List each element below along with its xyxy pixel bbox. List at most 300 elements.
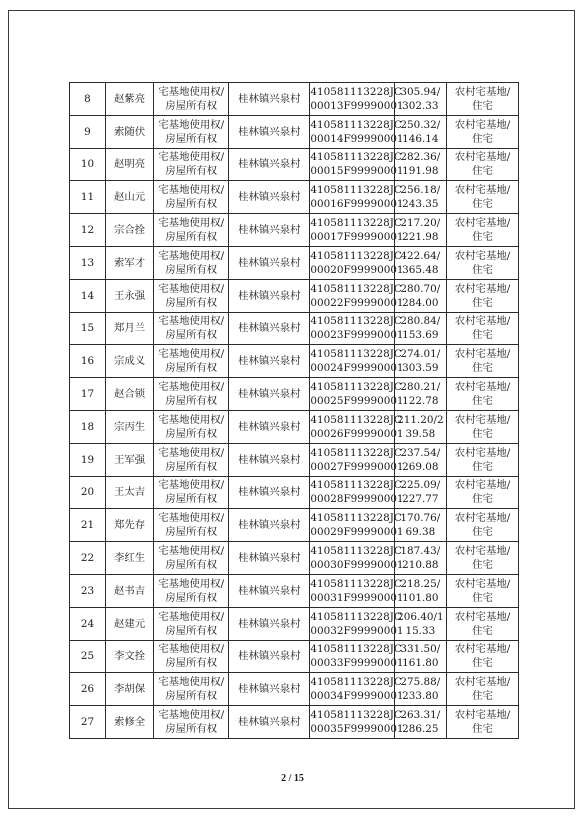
- right-type-cell: [154, 607, 229, 640]
- location-cell: 桂林镇兴泉村: [229, 443, 310, 476]
- right-type-cell-line: 房屋所有权: [165, 657, 218, 670]
- land-use-cell: [447, 640, 519, 673]
- location-cell: 桂林镇兴泉村: [229, 476, 310, 509]
- right-type-cell-line: 房屋所有权: [165, 362, 218, 375]
- area-cell: [394, 312, 446, 345]
- land-use-cell-line: 住宅: [472, 723, 493, 736]
- area-cell-line: 280.84/: [400, 315, 441, 328]
- area-cell: [394, 181, 446, 214]
- location-cell: 桂林镇兴泉村: [229, 574, 310, 607]
- unit-code-cell-line: 410581113228JC: [310, 577, 402, 590]
- right-type-cell-line: 房屋所有权: [165, 690, 218, 703]
- right-type-cell: [154, 410, 229, 443]
- right-type-cell: [154, 115, 229, 148]
- right-type-cell-line: 宅基地使用权/: [158, 348, 225, 361]
- row-number-cell: 16: [70, 345, 106, 378]
- land-use-cell-line: 农村宅基地/: [454, 643, 511, 656]
- right-type-cell-line: 宅基地使用权/: [158, 282, 225, 295]
- area-cell-line: 263.31/: [400, 709, 441, 722]
- right-type-cell: [154, 509, 229, 542]
- area-cell: [394, 542, 446, 575]
- unit-code-cell-line: 410581113228JC: [310, 348, 402, 361]
- right-type-cell-line: 宅基地使用权/: [158, 676, 225, 689]
- area-cell-line: 153.69: [402, 329, 439, 342]
- area-cell-line: 206.40/1: [397, 610, 444, 623]
- right-type-cell-line: 房屋所有权: [165, 559, 218, 572]
- unit-code-cell-line: 410581113228JC: [310, 184, 402, 197]
- area-cell-line: 284.00: [402, 296, 439, 309]
- area-cell: [394, 706, 446, 739]
- unit-code-cell-line: 410581113228JC: [310, 85, 402, 98]
- area-cell-line: 243.35: [402, 198, 439, 211]
- area-cell-line: 280.70/: [400, 282, 441, 295]
- area-cell: [394, 476, 446, 509]
- right-type-cell-line: 房屋所有权: [165, 296, 218, 309]
- row-number-cell: 20: [70, 476, 106, 509]
- unit-code-cell: [310, 673, 404, 706]
- table-row: [70, 509, 519, 542]
- owner-name-cell: 赵山元: [105, 181, 153, 214]
- area-cell-line: 305.94/: [400, 85, 441, 98]
- location-cell: 桂林镇兴泉村: [229, 673, 310, 706]
- unit-code-cell-line: 00034F99990001: [310, 690, 404, 703]
- unit-code-cell: [310, 115, 404, 148]
- table-row: [70, 246, 519, 279]
- right-type-cell-line: 宅基地使用权/: [158, 577, 225, 590]
- right-type-cell-line: 宅基地使用权/: [158, 118, 225, 131]
- unit-code-cell-line: 410581113228JC: [310, 446, 402, 459]
- unit-code-cell: [310, 279, 404, 312]
- land-use-cell-line: 农村宅基地/: [454, 118, 511, 131]
- unit-code-cell: [310, 476, 404, 509]
- right-type-cell-line: 宅基地使用权/: [158, 479, 225, 492]
- right-type-cell-line: 宅基地使用权/: [158, 249, 225, 262]
- land-use-cell-line: 住宅: [472, 132, 493, 145]
- land-use-cell-line: 农村宅基地/: [454, 184, 511, 197]
- land-use-cell-line: 农村宅基地/: [454, 381, 511, 394]
- table-row: [70, 443, 519, 476]
- unit-code-cell: [310, 214, 404, 247]
- area-cell: [394, 279, 446, 312]
- row-number-cell: 14: [70, 279, 106, 312]
- unit-code-cell-line: 00029F99990001: [310, 526, 404, 539]
- table-row: [70, 640, 519, 673]
- area-cell-line: 221.98: [402, 231, 439, 244]
- area-cell: [394, 83, 446, 116]
- right-type-cell-line: 房屋所有权: [165, 526, 218, 539]
- unit-code-cell-line: 00014F99990001: [310, 132, 404, 145]
- right-type-cell-line: 房屋所有权: [165, 493, 218, 506]
- land-use-cell-line: 住宅: [472, 493, 493, 506]
- land-use-cell-line: 住宅: [472, 263, 493, 276]
- area-cell-line: 269.08: [402, 460, 439, 473]
- land-use-cell-line: 农村宅基地/: [454, 151, 511, 164]
- unit-code-cell-line: 410581113228JC: [310, 512, 402, 525]
- area-cell-line: 233.80: [402, 690, 439, 703]
- area-cell: [394, 673, 446, 706]
- location-cell: 桂林镇兴泉村: [229, 410, 310, 443]
- unit-code-cell-line: 00015F99990001: [310, 165, 404, 178]
- area-cell-line: 191.98: [402, 165, 439, 178]
- owner-name-cell: 郑先存: [105, 509, 153, 542]
- land-use-cell: [447, 607, 519, 640]
- right-type-cell-line: 房屋所有权: [165, 723, 218, 736]
- land-use-cell: [447, 312, 519, 345]
- land-use-cell-line: 住宅: [472, 198, 493, 211]
- unit-code-cell: [310, 574, 404, 607]
- table-row: [70, 706, 519, 739]
- area-cell-line: 250.32/: [400, 118, 441, 131]
- area-cell-line: 187.43/: [400, 545, 441, 558]
- area-cell-line: 365.48: [402, 263, 439, 276]
- right-type-cell: [154, 181, 229, 214]
- land-use-cell-line: 农村宅基地/: [454, 282, 511, 295]
- right-type-cell: [154, 148, 229, 181]
- land-use-cell-line: 农村宅基地/: [454, 413, 511, 426]
- land-use-cell: [447, 673, 519, 706]
- land-use-cell: [447, 181, 519, 214]
- unit-code-cell-line: 410581113228JC: [310, 315, 402, 328]
- area-cell: [394, 640, 446, 673]
- row-number-cell: 21: [70, 509, 106, 542]
- land-use-cell: [447, 574, 519, 607]
- right-type-cell-line: 房屋所有权: [165, 624, 218, 637]
- land-use-cell-line: 农村宅基地/: [454, 315, 511, 328]
- land-use-cell: [447, 410, 519, 443]
- right-type-cell-line: 房屋所有权: [165, 427, 218, 440]
- right-type-cell-line: 宅基地使用权/: [158, 446, 225, 459]
- land-use-cell-line: 农村宅基地/: [454, 610, 511, 623]
- unit-code-cell-line: 00017F99990001: [310, 231, 404, 244]
- land-use-cell-line: 住宅: [472, 296, 493, 309]
- unit-code-cell-line: 410581113228JC: [310, 545, 402, 558]
- right-type-cell-line: 宅基地使用权/: [158, 184, 225, 197]
- unit-code-cell-line: 00032F99990001: [310, 624, 404, 637]
- row-number-cell: 22: [70, 542, 106, 575]
- table-row: [70, 542, 519, 575]
- unit-code-cell-line: 410581113228JC: [310, 381, 402, 394]
- land-use-cell: [447, 279, 519, 312]
- unit-code-cell-line: 410581113228JC: [310, 676, 402, 689]
- right-type-cell-line: 房屋所有权: [165, 263, 218, 276]
- area-cell-line: 237.54/: [400, 446, 441, 459]
- table-row: [70, 345, 519, 378]
- table-row: [70, 673, 519, 706]
- page-number: 2 / 15: [281, 773, 304, 784]
- land-use-cell-line: 住宅: [472, 165, 493, 178]
- right-type-cell: [154, 246, 229, 279]
- unit-code-cell-line: 410581113228JC: [310, 709, 402, 722]
- row-number-cell: 11: [70, 181, 106, 214]
- right-type-cell: [154, 83, 229, 116]
- right-type-cell-line: 宅基地使用权/: [158, 643, 225, 656]
- right-type-cell: [154, 312, 229, 345]
- right-type-cell: [154, 345, 229, 378]
- table-row: [70, 181, 519, 214]
- table-row: [70, 214, 519, 247]
- location-cell: 桂林镇兴泉村: [229, 378, 310, 411]
- unit-code-cell: [310, 148, 404, 181]
- land-use-cell-line: 农村宅基地/: [454, 348, 511, 361]
- right-type-cell-line: 宅基地使用权/: [158, 381, 225, 394]
- table-row: [70, 115, 519, 148]
- table-row: [70, 312, 519, 345]
- unit-code-cell-line: 00035F99990001: [310, 723, 404, 736]
- area-cell-line: 256.18/: [400, 184, 441, 197]
- owner-name-cell: 王永强: [105, 279, 153, 312]
- land-use-cell: [447, 148, 519, 181]
- land-use-cell-line: 农村宅基地/: [454, 676, 511, 689]
- unit-code-cell-line: 410581113228JC: [310, 151, 402, 164]
- area-cell-line: 170.76/: [400, 512, 441, 525]
- land-use-cell: [447, 509, 519, 542]
- location-cell: 桂林镇兴泉村: [229, 542, 310, 575]
- location-cell: 桂林镇兴泉村: [229, 83, 310, 116]
- unit-code-cell-line: 410581113228JC: [310, 249, 402, 262]
- location-cell: 桂林镇兴泉村: [229, 115, 310, 148]
- row-number-cell: 17: [70, 378, 106, 411]
- table-row: [70, 148, 519, 181]
- row-number-cell: 19: [70, 443, 106, 476]
- owner-name-cell: 索修全: [105, 706, 153, 739]
- right-type-cell-line: 宅基地使用权/: [158, 545, 225, 558]
- row-number-cell: 23: [70, 574, 106, 607]
- land-use-cell-line: 住宅: [472, 591, 493, 604]
- unit-code-cell: [310, 640, 404, 673]
- land-use-cell-line: 农村宅基地/: [454, 85, 511, 98]
- row-number-cell: 24: [70, 607, 106, 640]
- unit-code-cell-line: 00024F99990001: [310, 362, 404, 375]
- unit-code-cell-line: 00033F99990001: [310, 657, 404, 670]
- location-cell: 桂林镇兴泉村: [229, 706, 310, 739]
- row-number-cell: 15: [70, 312, 106, 345]
- land-use-cell: [447, 378, 519, 411]
- owner-name-cell: 索随伏: [105, 115, 153, 148]
- table-row: [70, 279, 519, 312]
- unit-code-cell-line: 00030F99990001: [310, 559, 404, 572]
- row-number-cell: 10: [70, 148, 106, 181]
- location-cell: 桂林镇兴泉村: [229, 312, 310, 345]
- area-cell: [394, 115, 446, 148]
- right-type-cell-line: 房屋所有权: [165, 165, 218, 178]
- unit-code-cell: [310, 83, 404, 116]
- unit-code-cell-line: 00027F99990001: [310, 460, 404, 473]
- right-type-cell: [154, 640, 229, 673]
- area-cell: [394, 148, 446, 181]
- owner-name-cell: 宗丙生: [105, 410, 153, 443]
- unit-code-cell-line: 410581113228JC: [310, 282, 402, 295]
- area-cell-line: 225.09/: [400, 479, 441, 492]
- right-type-cell: [154, 476, 229, 509]
- location-cell: 桂林镇兴泉村: [229, 181, 310, 214]
- row-number-cell: 13: [70, 246, 106, 279]
- unit-code-cell-line: 00028F99990001: [310, 493, 404, 506]
- land-use-cell-line: 住宅: [472, 329, 493, 342]
- unit-code-cell-line: 00023F99990001: [310, 329, 404, 342]
- right-type-cell-line: 房屋所有权: [165, 99, 218, 112]
- land-use-cell-line: 农村宅基地/: [454, 709, 511, 722]
- area-cell-line: 69.38: [405, 526, 436, 539]
- owner-name-cell: 赵书吉: [105, 574, 153, 607]
- right-type-cell-line: 宅基地使用权/: [158, 512, 225, 525]
- property-register-table: [69, 82, 519, 739]
- area-cell-line: 218.25/: [400, 577, 441, 590]
- location-cell: 桂林镇兴泉村: [229, 607, 310, 640]
- unit-code-cell-line: 00022F99990001: [310, 296, 404, 309]
- owner-name-cell: 李红生: [105, 542, 153, 575]
- unit-code-cell-line: 00031F99990001: [310, 591, 404, 604]
- row-number-cell: 25: [70, 640, 106, 673]
- owner-name-cell: 赵建元: [105, 607, 153, 640]
- land-use-cell-line: 住宅: [472, 559, 493, 572]
- land-use-cell-line: 住宅: [472, 526, 493, 539]
- area-cell: [394, 214, 446, 247]
- area-cell-line: 303.59: [402, 362, 439, 375]
- area-cell-line: 39.58: [405, 427, 436, 440]
- area-cell-line: 331.50/: [400, 643, 441, 656]
- land-use-cell: [447, 115, 519, 148]
- area-cell-line: 15.33: [405, 624, 436, 637]
- right-type-cell-line: 房屋所有权: [165, 395, 218, 408]
- land-use-cell: [447, 542, 519, 575]
- row-number-cell: 26: [70, 673, 106, 706]
- location-cell: 桂林镇兴泉村: [229, 345, 310, 378]
- unit-code-cell: [310, 509, 404, 542]
- table-row: [70, 476, 519, 509]
- unit-code-cell: [310, 607, 404, 640]
- right-type-cell-line: 宅基地使用权/: [158, 413, 225, 426]
- area-cell-line: 280.21/: [400, 381, 441, 394]
- owner-name-cell: 王军强: [105, 443, 153, 476]
- owner-name-cell: 赵明亮: [105, 148, 153, 181]
- land-use-cell-line: 住宅: [472, 657, 493, 670]
- right-type-cell: [154, 706, 229, 739]
- owner-name-cell: 王太吉: [105, 476, 153, 509]
- right-type-cell-line: 房屋所有权: [165, 329, 218, 342]
- land-use-cell-line: 农村宅基地/: [454, 217, 511, 230]
- area-cell: [394, 345, 446, 378]
- unit-code-cell: [310, 181, 404, 214]
- unit-code-cell: [310, 706, 404, 739]
- land-use-cell: [447, 476, 519, 509]
- owner-name-cell: 宗合拴: [105, 214, 153, 247]
- row-number-cell: 12: [70, 214, 106, 247]
- unit-code-cell: [310, 542, 404, 575]
- unit-code-cell-line: 00026F99990001: [310, 427, 404, 440]
- right-type-cell: [154, 279, 229, 312]
- row-number-cell: 18: [70, 410, 106, 443]
- row-number-cell: 27: [70, 706, 106, 739]
- area-cell-line: 275.88/: [400, 676, 441, 689]
- right-type-cell-line: 宅基地使用权/: [158, 217, 225, 230]
- area-cell: [394, 246, 446, 279]
- right-type-cell-line: 房屋所有权: [165, 132, 218, 145]
- land-use-cell: [447, 83, 519, 116]
- land-use-cell: [447, 443, 519, 476]
- right-type-cell: [154, 542, 229, 575]
- row-number-cell: 9: [70, 115, 106, 148]
- unit-code-cell-line: 00013F99990001: [310, 99, 404, 112]
- area-cell: [394, 443, 446, 476]
- area-cell-line: 161.80: [402, 657, 439, 670]
- land-use-cell-line: 住宅: [472, 362, 493, 375]
- area-cell-line: 227.77: [402, 493, 439, 506]
- unit-code-cell-line: 410581113228JC: [310, 217, 402, 230]
- owner-name-cell: 索军才: [105, 246, 153, 279]
- right-type-cell-line: 宅基地使用权/: [158, 151, 225, 164]
- location-cell: 桂林镇兴泉村: [229, 148, 310, 181]
- right-type-cell-line: 房屋所有权: [165, 198, 218, 211]
- area-cell-line: 302.33: [402, 99, 439, 112]
- row-number-cell: 8: [70, 83, 106, 116]
- location-cell: 桂林镇兴泉村: [229, 509, 310, 542]
- table-row: [70, 410, 519, 443]
- land-use-cell-line: 住宅: [472, 460, 493, 473]
- land-use-cell-line: 住宅: [472, 427, 493, 440]
- right-type-cell-line: 房屋所有权: [165, 460, 218, 473]
- owner-name-cell: 郑月兰: [105, 312, 153, 345]
- owner-name-cell: 李胡保: [105, 673, 153, 706]
- area-cell-line: 146.14: [402, 132, 439, 145]
- right-type-cell-line: 房屋所有权: [165, 591, 218, 604]
- register-table-body: [70, 83, 519, 739]
- right-type-cell-line: 宅基地使用权/: [158, 709, 225, 722]
- area-cell-line: 101.80: [402, 591, 439, 604]
- area-cell-line: 217.20/: [400, 217, 441, 230]
- land-use-cell-line: 农村宅基地/: [454, 512, 511, 525]
- location-cell: 桂林镇兴泉村: [229, 279, 310, 312]
- land-use-cell-line: 住宅: [472, 395, 493, 408]
- owner-name-cell: 李文拴: [105, 640, 153, 673]
- land-use-cell-line: 农村宅基地/: [454, 479, 511, 492]
- land-use-cell-line: 农村宅基地/: [454, 446, 511, 459]
- land-use-cell: [447, 706, 519, 739]
- land-use-cell-line: 住宅: [472, 690, 493, 703]
- location-cell: 桂林镇兴泉村: [229, 640, 310, 673]
- unit-code-cell-line: 00016F99990001: [310, 198, 404, 211]
- land-use-cell-line: 农村宅基地/: [454, 545, 511, 558]
- right-type-cell-line: 宅基地使用权/: [158, 610, 225, 623]
- land-use-cell: [447, 214, 519, 247]
- unit-code-cell-line: 410581113228JC: [310, 479, 402, 492]
- area-cell: [394, 574, 446, 607]
- unit-code-cell: [310, 312, 404, 345]
- unit-code-cell-line: 00020F99990001: [310, 263, 404, 276]
- location-cell: 桂林镇兴泉村: [229, 246, 310, 279]
- land-use-cell-line: 住宅: [472, 99, 493, 112]
- area-cell: [394, 378, 446, 411]
- table-row: [70, 378, 519, 411]
- unit-code-cell: [310, 378, 404, 411]
- area-cell-line: 122.78: [402, 395, 439, 408]
- land-use-cell: [447, 345, 519, 378]
- right-type-cell: [154, 673, 229, 706]
- right-type-cell: [154, 378, 229, 411]
- land-use-cell-line: 农村宅基地/: [454, 249, 511, 262]
- location-cell: 桂林镇兴泉村: [229, 214, 310, 247]
- right-type-cell-line: 宅基地使用权/: [158, 315, 225, 328]
- area-cell-line: 211.20/2: [397, 413, 444, 426]
- right-type-cell-line: 房屋所有权: [165, 231, 218, 244]
- right-type-cell: [154, 574, 229, 607]
- area-cell-line: 282.36/: [400, 151, 441, 164]
- area-cell-line: 210.88: [402, 559, 439, 572]
- unit-code-cell-line: 410581113228JC: [310, 413, 402, 426]
- area-cell-line: 286.25: [402, 723, 439, 736]
- right-type-cell-line: 宅基地使用权/: [158, 85, 225, 98]
- unit-code-cell: [310, 410, 404, 443]
- right-type-cell: [154, 214, 229, 247]
